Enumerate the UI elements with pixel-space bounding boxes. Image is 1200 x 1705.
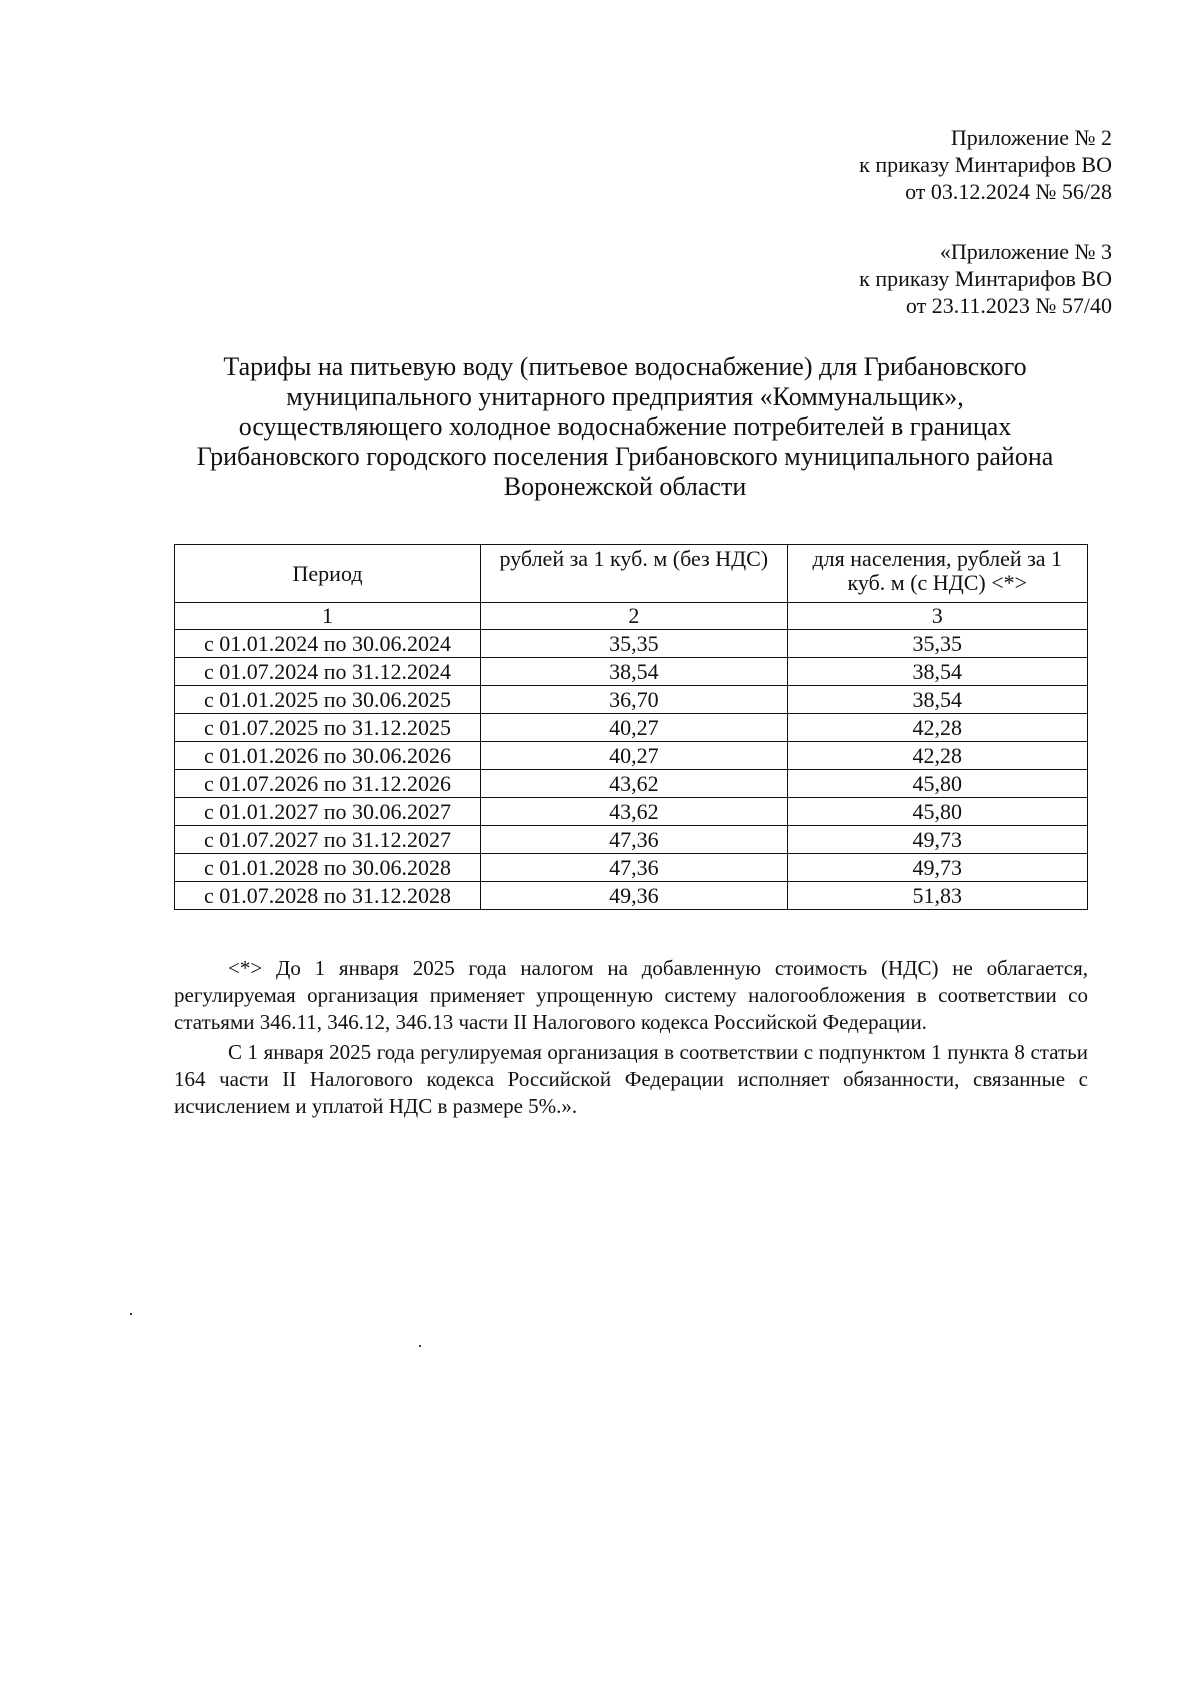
column-number: 1 bbox=[175, 603, 481, 630]
price-population-cell: 45,80 bbox=[787, 770, 1087, 798]
table-row bbox=[175, 770, 1088, 798]
price-population-cell: 51,83 bbox=[787, 882, 1087, 910]
price-population-cell: 42,28 bbox=[787, 742, 1087, 770]
table-row bbox=[175, 882, 1088, 910]
period-cell: с 01.01.2026 по 30.06.2026 bbox=[175, 742, 481, 770]
period-cell: с 01.07.2025 по 31.12.2025 bbox=[175, 714, 481, 742]
appendix-order-date: от 03.12.2024 № 56/28 bbox=[905, 179, 1112, 204]
period-cell: с 01.01.2028 по 30.06.2028 bbox=[175, 854, 481, 882]
prior-appendix-order-ref: к приказу Минтарифов ВО bbox=[859, 266, 1112, 291]
column-number: 3 bbox=[787, 603, 1087, 630]
period-cell: с 01.07.2024 по 31.12.2024 bbox=[175, 658, 481, 686]
period-cell: с 01.01.2024 по 30.06.2024 bbox=[175, 630, 481, 658]
document-title bbox=[150, 352, 1100, 502]
notes-section bbox=[174, 955, 1088, 1123]
table-row bbox=[175, 658, 1088, 686]
price-no-vat-cell: 40,27 bbox=[481, 742, 788, 770]
price-population-cell: 38,54 bbox=[787, 658, 1087, 686]
vat-paragraph: С 1 января 2025 года регулируемая организация в соответствии с подпунктом 1 пункта 8 статьи 164 части II Налогового кодекса Российской Федерации исполняет обязанности, связанные с исчислением и уплатой НДС в размере 5%.». bbox=[174, 1040, 1088, 1118]
prior-appendix-order-date: от 23.11.2023 № 57/40 bbox=[905, 293, 1112, 318]
price-population-cell: 49,73 bbox=[787, 826, 1087, 854]
title-line: Воронежской области bbox=[503, 472, 747, 501]
period-cell: с 01.01.2027 по 30.06.2027 bbox=[175, 798, 481, 826]
table-row bbox=[175, 742, 1088, 770]
price-no-vat-cell: 47,36 bbox=[481, 854, 788, 882]
appendix-number: Приложение № 2 bbox=[950, 125, 1112, 150]
header-period: Период bbox=[175, 545, 481, 603]
price-no-vat-cell: 35,35 bbox=[481, 630, 788, 658]
period-cell: с 01.07.2027 по 31.12.2027 bbox=[175, 826, 481, 854]
price-no-vat-cell: 43,62 bbox=[481, 770, 788, 798]
header-price-no-vat: рублей за 1 куб. м (без НДС) bbox=[481, 545, 788, 603]
appendix-header bbox=[859, 124, 1112, 205]
column-number: 2 bbox=[481, 603, 788, 630]
header-price-population: для населения, рублей за 1 куб. м (с НДС) <*> bbox=[787, 545, 1087, 603]
period-cell: с 01.07.2026 по 31.12.2026 bbox=[175, 770, 481, 798]
table-header-row bbox=[175, 545, 1088, 603]
prior-appendix-number: «Приложение № 3 bbox=[939, 239, 1112, 264]
table-row bbox=[175, 826, 1088, 854]
price-population-cell: 45,80 bbox=[787, 798, 1087, 826]
price-no-vat-cell: 49,36 bbox=[481, 882, 788, 910]
period-cell: с 01.07.2028 по 31.12.2028 bbox=[175, 882, 481, 910]
price-population-cell: 42,28 bbox=[787, 714, 1087, 742]
price-population-cell: 35,35 bbox=[787, 630, 1087, 658]
appendix-order-ref: к приказу Минтарифов ВО bbox=[859, 152, 1112, 177]
price-no-vat-cell: 43,62 bbox=[481, 798, 788, 826]
scan-speck bbox=[419, 1345, 421, 1347]
footnote-paragraph: <*> До 1 января 2025 года налогом на добавленную стоимость (НДС) не облагается, регулируемая организация применяет упрощенную систему налогообложения в соответствии со статьями 346.11, 346.12, 346.13 части II Налогового кодекса Российской Федерации. bbox=[174, 956, 1088, 1034]
scan-speck bbox=[130, 1313, 132, 1315]
price-population-cell: 38,54 bbox=[787, 686, 1087, 714]
column-number-row bbox=[175, 603, 1088, 630]
title-line: муниципального унитарного предприятия «Коммунальщик», bbox=[286, 382, 964, 411]
table-row bbox=[175, 630, 1088, 658]
table-row bbox=[175, 686, 1088, 714]
prior-appendix-header bbox=[859, 238, 1112, 319]
title-line: Грибановского городского поселения Грибановского муниципального района bbox=[196, 442, 1054, 471]
table-row bbox=[175, 798, 1088, 826]
table-row bbox=[175, 854, 1088, 882]
tariff-table bbox=[174, 544, 1088, 910]
price-no-vat-cell: 38,54 bbox=[481, 658, 788, 686]
table-row bbox=[175, 714, 1088, 742]
period-cell: с 01.01.2025 по 30.06.2025 bbox=[175, 686, 481, 714]
price-no-vat-cell: 47,36 bbox=[481, 826, 788, 854]
price-no-vat-cell: 40,27 bbox=[481, 714, 788, 742]
price-no-vat-cell: 36,70 bbox=[481, 686, 788, 714]
title-line: Тарифы на питьевую воду (питьевое водоснабжение) для Грибановского bbox=[223, 352, 1027, 381]
price-population-cell: 49,73 bbox=[787, 854, 1087, 882]
title-line: осуществляющего холодное водоснабжение потребителей в границах bbox=[238, 412, 1012, 441]
